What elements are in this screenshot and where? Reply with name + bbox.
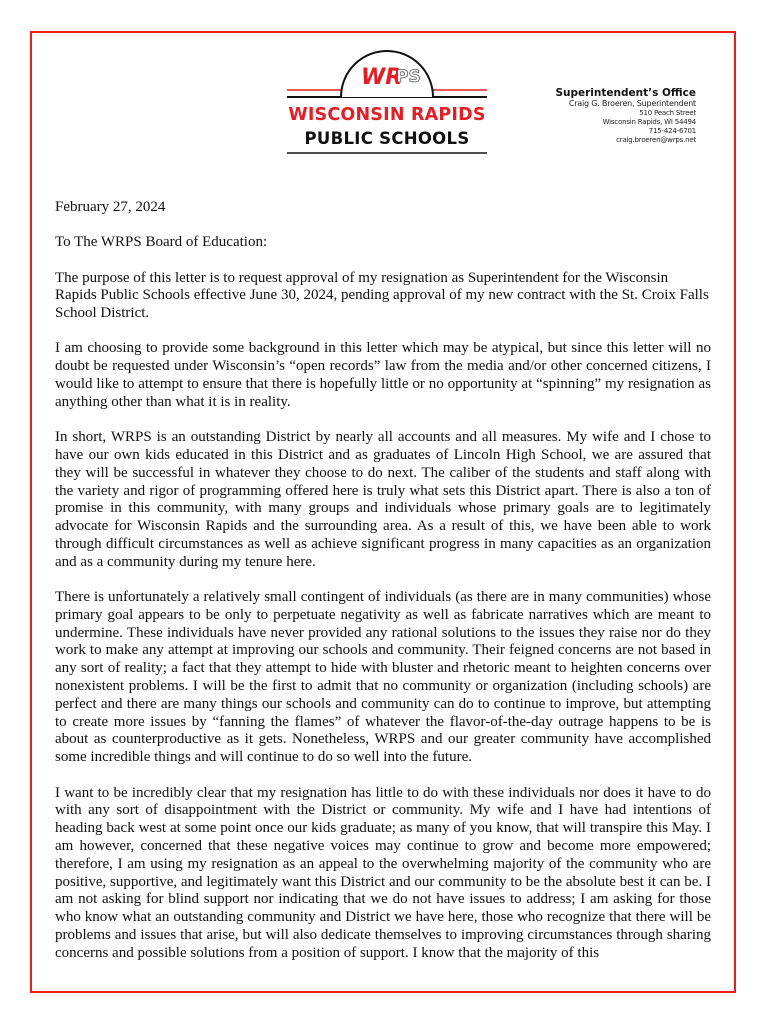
district-logo [283,50,491,156]
paragraph-background: I am choosing to provide some background in this letter which may be atypical, but since this letter will no doubt be requested under Wisconsin’s “open records” law from the media and/or other concerned citizens, I would like to attempt to ensure that there is hopefully little or no opportunity at “spinning” my resignation as anything other than what it is in reality. [55,340,711,410]
paragraph-purpose: The purpose of this letter is to request approval of my resignation as Superintendent for the Wisconsin Rapids Public Schools effective June 30, 2024, pending approval of my new contract with the St. Croix Falls School District. [55,269,709,322]
svg-text:WR: WR [361,65,403,90]
logo-district-name: WISCONSIN RAPIDS [288,105,486,125]
paragraph-negative-contingent: There is unfortunately a relatively small contingent of individuals (as there are in many communities) whose primary goal appears to be only to perpetuate negativity as well as fabricate narratives which are meant to undermine. These individuals have never provided any rational solutions to the issues they raise nor do they work to make any attempt at improving our schools and community. Their feigned concerns are not based in any sort of reality; a fact that they attempt to hide with bluster and rhetoric meant to heighten concerns over nonexistent problems. I will be the first to admit that no community or organization (including schools) are perfect and there are many things our schools and community can do to continue to improve, but attempting to create more issues by “fanning the flames” of whatever the flavor-of-the-day outrage happens to be is about as counterproductive as it gets. Nonetheless, WRPS and our greater community have accomplished some incredible things and will continue to do so well into the future. [55,589,711,766]
svg-text:PS: PS [396,67,421,87]
office-city-state-zip: Wisconsin Rapids, WI 54494 [602,118,696,126]
superintendent-office-block [555,87,696,145]
letter-date: February 27, 2024 [55,199,166,215]
logo-schools-label: PUBLIC SCHOOLS [304,129,470,148]
paragraph-resignation-reason: I want to be incredibly clear that my resignation has little to do with these individuals nor does it have to do with any sort of disappointment with the District or community. My wife and I have had intentions of heading back west at some point once our kids graduate; as many of you know, that will transpire this May. I am however, concerned that these negative voices may continue to grow and become more empowered; therefore, I am using my resignation as an appeal to the overwhelming majority of the community who are positive, supportive, and legitimately want this District and our community to be the absolute best it can be. I am not asking for blind support nor indicating that we do not have issues to address; I am asking for those who know what an outstanding community and District we have here, those who recognize that there will be problems and issues that arise, but will also dedicate themselves to improving circumstances through sharing concerns and possible solutions from a position of support. I know that the majority of this [55,784,711,961]
office-superintendent-name: Craig G. Broeren, Superintendent [568,99,696,108]
letter-salutation: To The WRPS Board of Education: [55,234,268,251]
office-title: Superintendent’s Office [555,87,696,99]
letter-body [55,199,711,980]
paragraph-district-praise: In short, WRPS is an outstanding District by nearly all accounts and all measures. My wife and I chose to have our own kids educated in this District and as graduates of Lincoln High School, we are assured that they will be successful in whatever they choose to do next. The caliber of the students and staff along with the variety and rigor of programming offered here is truly what sets this District apart. There is also a ton of promise in this community, with many groups and individuals whose primary goals are to legitimately advocate for Wisconsin Rapids and the surrounding area. As a result of this, we have been able to work through difficult circumstances as well as achieve significant progress in many capacities as an organization and as a community during my tenure here. [55,429,711,570]
office-email[interactable]: craig.broeren@wrps.net [616,136,696,144]
office-street: 510 Peach Street [639,109,696,117]
office-phone: 715-424-6701 [648,127,696,135]
